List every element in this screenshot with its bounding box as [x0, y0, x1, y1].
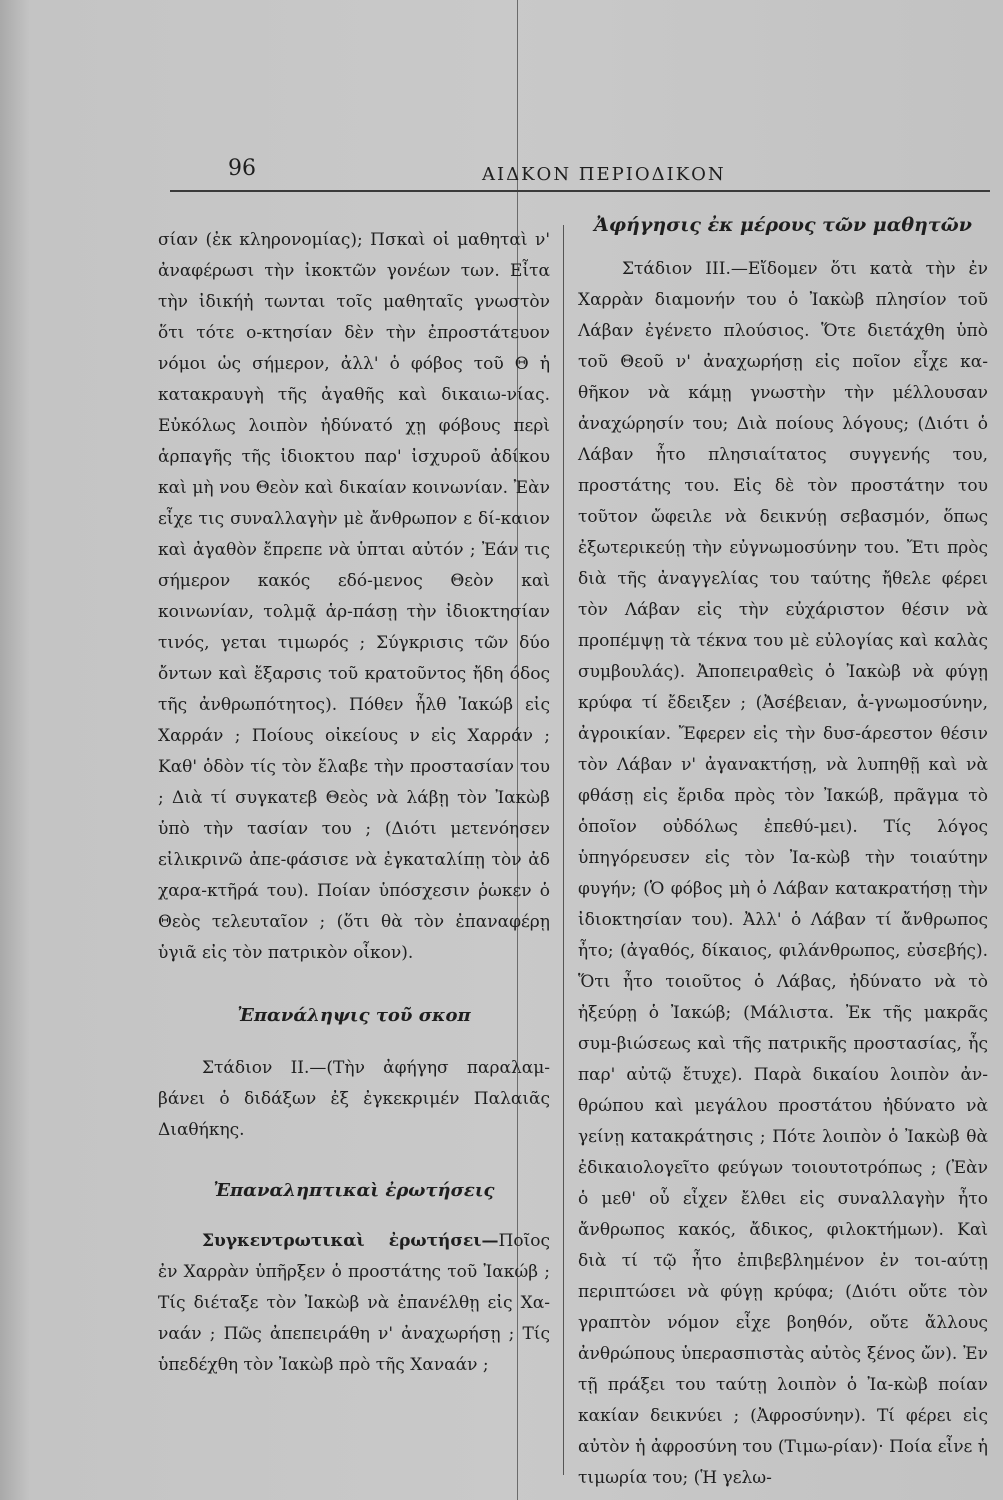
right-column	[578, 210, 988, 1494]
section-heading-review-questions: Ἐπαναληπτικαὶ ἐρωτήσεις	[213, 1180, 495, 1201]
right-paragraph-1: Στάδιον ΙΙΙ.—Εἴδομεν ὅτι κατὰ τὴν ἐν Χαρρὰν διαμονήν του ὁ Ἰακὼβ πλησίον τοῦ Λάβαν ἐγένετο πλούσιος. Ὅτε διετάχθη ὑπὸ τοῦ Θεοῦ ν' ἀναχωρήσῃ εἰς ποῖον εἶχε κα-θῆκον νὰ κάμῃ γνωστὴν τὴν μέλλουσαν ἀναχώρησίν του; Διὰ ποίους λόγους; (Διότι ὁ Λάβαν ἦτο πλησιαίτατος συγγενής του, προστάτης του. Εἰς δὲ τὸν προστάτην του τοῦτον ὤφειλε νὰ δεικνύῃ σεβασμόν, ὅπως ἐξωτερικεύῃ τὴν εὐγνωμοσύνην του. Ἔτι πρὸς διὰ τῆς ἀναγγελίας του ταύτης ἤθελε φέρει τὸν Λάβαν εἰς τὴν εὐχάριστον θέσιν νὰ προπέμψῃ τὰ τέκνα του μὲ εὐλογίας καὶ καλὰς συμβουλάς). Ἀποπειραθεὶς ὁ Ἰακὼβ νὰ φύγῃ κρύφα τί ἔδειξεν ; (Ἀσέβειαν, ἀ-γνωμοσύνην, ἀγροικίαν. Ἔφερεν εἰς τὴν δυσ-άρεστον θέσιν τὸν Λάβαν ν' ἀγανακτήσῃ, νὰ λυπηθῇ καὶ νὰ φθάσῃ εἰς ἔριδα πρὸς τὸν Ἰακώβ, πρᾶγμα τὸ ὁποῖον οὐδόλως ἐπεθύ-μει). Τίς λόγος ὑπηγόρευσεν εἰς τὸν Ἰα-κὼβ τὴν τοιαύτην φυγήν; (Ὁ φόβος μὴ ὁ Λάβαν κατακρατήσῃ τὴν ἰδιοκτησίαν του). Ἀλλ' ὁ Λάβαν τί ἄνθρωπος ἦτο; (ἀγαθός, δίκαιος, φιλάνθρωπος, εὐσεβής). Ὅτι ἦτο τοιοῦτος ὁ Λάβας, ἠδύνατο νὰ τὸ ἠξεύρῃ ὁ Ἰακώβ; (Μάλιστα. Ἐκ τῆς μακρᾶς συμ-βιώσεως καὶ τῆς πατρικῆς προστασίας, ἧς παρ' αὐτῷ ἔτυχε). Παρὰ δικαίου λοιπὸν ἀν-θρώπου καὶ μεγάλου προστάτου ἠδύνατο νὰ γείνῃ κατακράτησις ; Πότε λοιπὸν ὁ Ἰακὼβ θὰ ἐδικαιολογεῖτο φεύγων τοιουτοτρόπως ; (Ἐὰν ὁ μεθ' οὗ εἶχεν ἔλθει εἰς συναλλαγὴν ἦτο ἄνθρωπος κακός, ἄδικος, φιλοκτήμων). Καὶ διὰ τί τῷ ἦτο ἐπιβεβλημένον ἐν τοι-αύτῃ περιπτώσει νὰ φύγῃ κρύφα; (Διότι οὔτε τὸν γραπτὸν νόμον εἶχε βοηθόν, οὔτε ἄλλους ἀνθρώπους ὑπερασπιστὰς αὐτὸς ξένος ὤν). Ἐν τῇ πράξει του ταύτῃ λοιπὸν ὁ Ἰα-κὼβ ποίαν κακίαν δεικνύει ; (Ἀφροσύνην). Τί φέρει εἰς αὐτὸν ἡ ἀφροσύνη του (Τιμω-ρίαν)· Ποία εἶνε ἡ τιμωρία του; (Ἡ γελω-	[578, 259, 988, 1488]
left-paragraph-1: σίαν (ἐκ κληρονομίας); Πσκαὶ οἱ μαθηταὶ ν' ἀναφέρωσι τὴν ἰκοκτῶν γονέων των. Εἶτα τὴν ἰδικήἠ τωνται τοῖς μαθηταῖς γνωστὸν ὅτι τότε ο-κτησίαν δὲν τὴν ἐπροστάτευον νόμοι ὡς σήμερον, ἀλλ' ὁ φόβος τοῦ Θ ἡ κατακραυγὴ τῆς ἀγαθῆς καὶ δικαιω-νίας. Εὐκόλως λοιπὸν ἠδύνατό χῃ φόβους περὶ ἁρπαγῆς τῆς ἰδιοκτου παρ' ἰσχυροῦ ἀδίκου καὶ μὴ νου Θεὸν καὶ δικαίαν κοινωνίαν. Ἐὰν εἶχε τις συναλλαγὴν μὲ ἄνθρωπον ε δί-καιον καὶ ἀγαθὸν ἔπρεπε νὰ ὑπται αὐτόν ; Ἐάν τις σήμερον κακός εδό-μενος Θεὸν καὶ κοινωνίαν, τολμᾷ ἁρ-πάσῃ τὴν ἰδιοκτησίαν τινός, γεται τιμωρός ; Σύγκρισις τῶν δύο ὄντων καὶ ἔξαρσις τοῦ κρατοῦντος ἤδη όδος τῆς ἀνθρωπότητος). Πόθεν ἦλθ Ἰακώβ εἰς Χαρράν ; Ποίους οἰκείους ν εἰς Χαρράν ; Καθ' ὁδὸν τίς τὸν ἔλαβε τὴν προστασίαν του ; Διὰ τί συγκατεβ Θεὸς νὰ λάβῃ τὸν Ἰακὼβ ὑπὸ τὴν τασίαν του ; (Διότι μετενόησεν εἰλικρινῶ ἀπε-φάσισε νὰ ἐγκαταλίπῃ τὸν ἀδ χαρα-κτῆρά του). Ποίαν ὑπόσχεσιν ῥωκεν ὁ Θεὸς τελευταῖον ; (ὅτι θὰ τὸν ἐπαναφέρῃ ὑγιᾶ εἰς τὸν πατρικὸν οἶκον).	[158, 230, 550, 963]
left-paragraph-3-lead: Συγκεντρωτικαὶ ἐρωτήσει—	[202, 1231, 499, 1251]
left-paragraph-3	[158, 1226, 550, 1381]
header-rule	[170, 190, 990, 192]
running-title: ΑΙΔΚΟΝ ΠΕΡΙΟΔΙΚΟΝ	[482, 164, 726, 185]
left-column	[158, 225, 550, 1381]
page-number: 96	[228, 156, 256, 181]
column-divider	[563, 225, 564, 1475]
section-heading-review-purpose: Ἐπανάληψις τοῦ σκοπ	[237, 1005, 471, 1026]
section-heading-student-narration: Ἀφήγησις ἐκ μέρους τῶν μαθητῶν	[594, 214, 972, 236]
left-paragraph-2: Στάδιον ΙΙ.—(Τὴν ἀφήγησ παραλαμ-βάνει ὁ διδάξων ἐξ ἐγκεκριμέν Παλαιᾶς Διαθήκης.	[158, 1058, 550, 1140]
left-paragraph-3-body: Ποῖος ἐν Χαρρὰν ὑπῆρξεν ὁ προστάτης τοῦ Ἰακώβ ; Τίς διέταξε τὸν Ἰακὼβ νὰ ἐπανέλθῃ εἰς Χα-ναάν ; Πῶς ἀπεπειράθη ν' ἀναχωρήσῃ ; Τίς ὑπεδέχθη τὸν Ἰακὼβ πρὸ τῆς Χαναάν ;	[158, 1231, 550, 1375]
